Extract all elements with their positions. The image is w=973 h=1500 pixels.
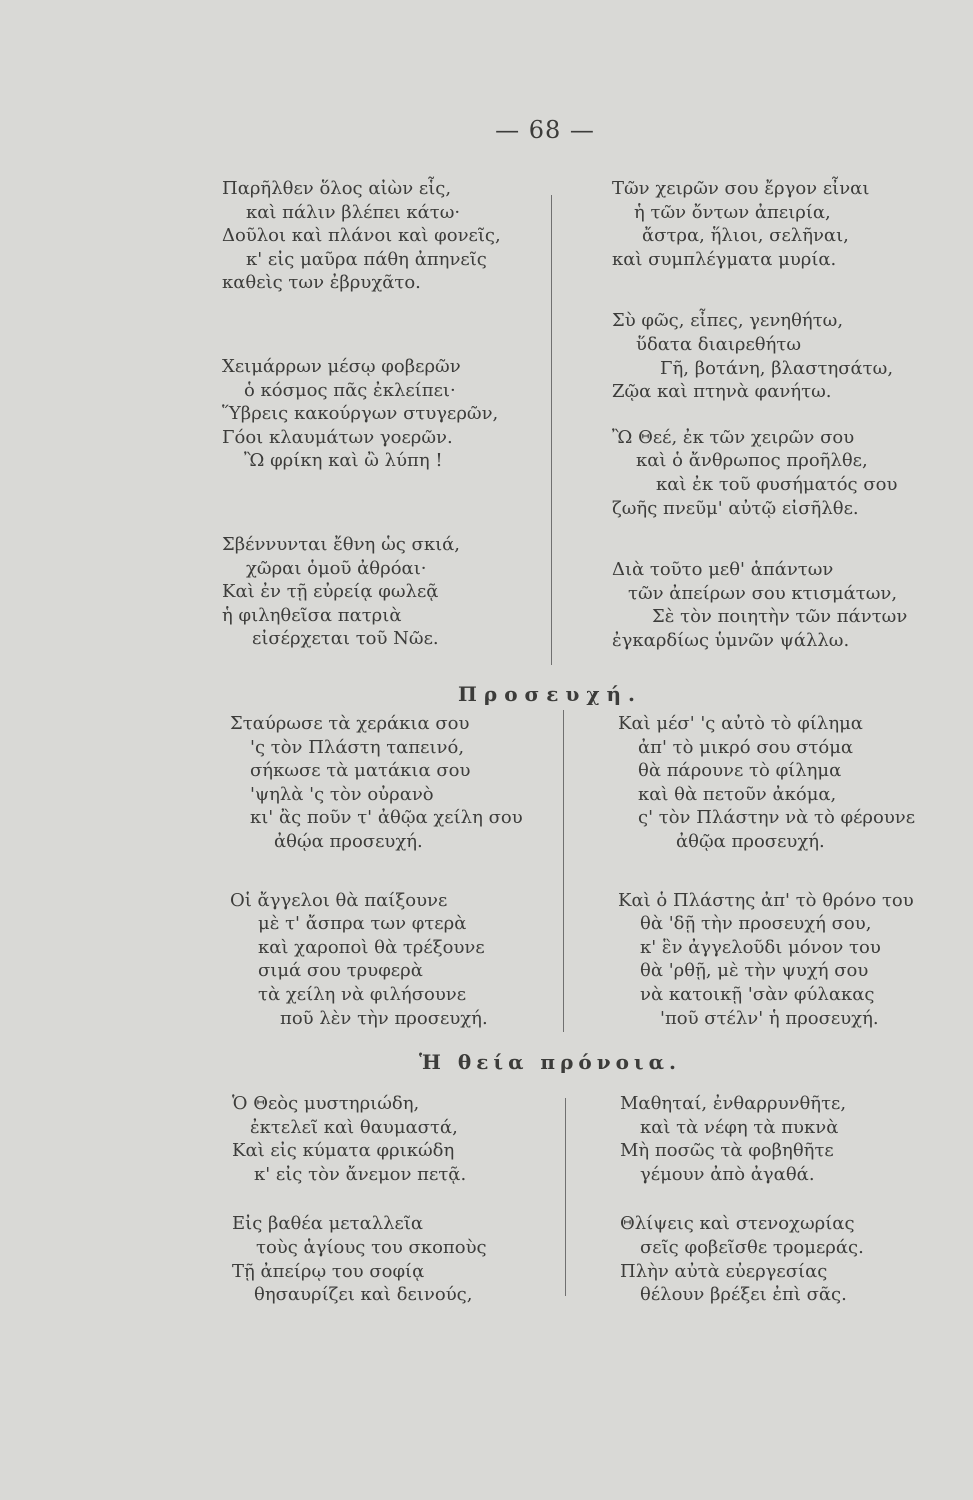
verse-line: νὰ κατοικῇ 'σὰν φύλακας <box>640 983 875 1005</box>
verse-line: τὰ χείλη νὰ φιλήσουνε <box>258 983 467 1005</box>
verse-line: Ζῷα καὶ πτηνὰ φανήτω. <box>612 381 832 403</box>
verse-line: θὰ 'ρθῇ, μὲ τὴν ψυχή σου <box>640 960 869 982</box>
verse-line: θέλουν βρέξει ἐπὶ σᾶς. <box>640 1284 847 1306</box>
stanza <box>612 426 907 520</box>
verse-line: σεῖς φοβεῖσθε τρομεράς. <box>640 1236 864 1258</box>
stanza <box>612 309 907 403</box>
stanza <box>612 177 907 271</box>
verse-line: Καὶ εἰς κύματα φρικώδη <box>232 1140 455 1162</box>
verse-line: Γόοι κλαυμάτων γοερῶν. <box>222 426 453 448</box>
verse-line: ἐκτελεῖ καὶ θαυμαστά, <box>250 1116 458 1138</box>
verse-line: θὰ πάρουνε τὸ φίλημα <box>638 760 842 782</box>
verse-line: Διὰ τοῦτο μεθ' ἁπάντων <box>612 559 834 581</box>
verse-line: ἀθῴα προσευχή. <box>274 830 423 852</box>
stanza <box>222 533 501 651</box>
stanza <box>620 1092 864 1186</box>
verse-line: Θλίψεις καὶ στενοχωρίας <box>620 1213 855 1235</box>
stanza <box>620 1212 864 1306</box>
verse-line: Σὲ τὸν ποιητὴν τῶν πάντων <box>652 606 908 628</box>
stanza <box>618 712 915 854</box>
verse-line: θὰ 'δῇ τὴν προσευχή σου, <box>640 913 872 935</box>
verse-line: καὶ θὰ πετοῦν ἀκόμα, <box>638 783 837 805</box>
stanza <box>222 355 501 473</box>
stanza <box>232 1212 487 1306</box>
verse-line: Χειμάρρων μέσῳ φοβερῶν <box>222 355 461 377</box>
verse-line: 'ς τὸν Πλάστη ταπεινό, <box>250 736 465 758</box>
poem-left-column <box>232 1092 487 1307</box>
verse-line: ς' τὸν Πλάστην νὰ τὸ φέρουνε <box>638 807 916 829</box>
verse-line: κ' εἰς τὸν ἄνεμον πετᾷ. <box>254 1163 467 1185</box>
verse-line: Τῇ ἀπείρῳ του σοφίᾳ <box>232 1260 425 1282</box>
verse-line: κ' ἓν ἀγγελοῦδι μόνον του <box>640 936 881 958</box>
verse-line: ποῦ λὲν τὴν προσευχή. <box>280 1007 488 1029</box>
poem-left-column <box>222 177 501 651</box>
poem-left-column <box>230 712 523 1030</box>
column-divider <box>565 1098 566 1296</box>
verse-line: τοὺς ἁγίους του σκοποὺς <box>256 1236 487 1258</box>
verse-line: κι' ἂς ποῦν τ' ἀθῷα χείλη σου <box>250 807 523 829</box>
verse-line: Σβέννυνται ἔθνη ὡς σκιά, <box>222 533 461 555</box>
poem-right-column <box>620 1092 864 1307</box>
verse-line: καὶ ἐκ τοῦ φυσήματός σου <box>656 473 898 495</box>
stanza <box>222 177 501 295</box>
verse-line: ὁ κόσμος πᾶς ἐκλείπει· <box>244 379 456 401</box>
verse-line: Μαθηταί, ἐνθαρρυνθῆτε, <box>620 1093 847 1114</box>
verse-line: ἀπ' τὸ μικρό σου στόμα <box>638 736 854 758</box>
verse-line: ἄστρα, ἥλιοι, σελῆναι, <box>642 225 849 247</box>
column-divider <box>551 195 552 665</box>
verse-line: Πλὴν αὐτὰ εὐεργεσίας <box>620 1260 828 1282</box>
section-title-divine-providence: Ἡ θεία πρόνοια. <box>419 1050 681 1074</box>
verse-line: μὲ τ' ἄσπρα των φτερὰ <box>258 913 467 935</box>
column-divider <box>563 710 564 1032</box>
verse-line: γέμουν ἀπὸ ἀγαθά. <box>640 1163 815 1185</box>
stanza <box>618 889 915 1031</box>
verse-line: Σταύρωσε τὰ χεράκια σου <box>230 713 470 734</box>
stanza <box>230 889 523 1031</box>
poem-right-column <box>612 177 907 653</box>
section-title-prayer: Προσευχή. <box>458 682 642 706</box>
verse-line: εἰσέρχεται τοῦ Νῶε. <box>252 628 439 650</box>
verse-line: τῶν ἀπείρων σου κτισμάτων, <box>628 582 898 604</box>
stanza <box>232 1092 487 1186</box>
verse-line: καὶ ὁ ἄνθρωπος προῆλθε, <box>636 450 868 472</box>
verse-line: ὕδατα διαιρεθήτω <box>636 333 802 355</box>
verse-line: θησαυρίζει καὶ δεινούς, <box>254 1284 473 1306</box>
verse-line: 'ψηλὰ 'ς τὸν οὐρανὸ <box>250 783 434 805</box>
verse-line: Καὶ ἐν τῇ εὐρείᾳ φωλεᾷ <box>222 581 439 603</box>
poem-right-column <box>618 712 915 1030</box>
verse-line: χῶραι ὁμοῦ ἀθρόαι· <box>246 557 427 579</box>
verse-line: ἀθῷα προσευχή. <box>676 830 825 852</box>
verse-line: Ὢ Θεέ, ἐκ τῶν χειρῶν σου <box>612 426 855 448</box>
verse-line: ζωῆς πνεῦμ' αὐτῷ εἰσῆλθε. <box>612 497 859 519</box>
verse-line: σιμά σου τρυφερὰ <box>258 960 423 982</box>
verse-line: Ὁ Θεὸς μυστηριώδη, <box>232 1093 420 1114</box>
stanza <box>612 558 907 652</box>
verse-line: καὶ συμπλέγματα μυρία. <box>612 248 837 270</box>
verse-line: καὶ χαροποὶ θὰ τρέξουνε <box>258 936 485 958</box>
verse-line: Τῶν χειρῶν σου ἔργον εἶναι <box>612 178 870 199</box>
verse-line: 'ποῦ στέλν' ἡ προσευχή. <box>660 1007 879 1029</box>
verse-line: Καὶ ὁ Πλάστης ἀπ' τὸ θρόνο του <box>618 889 914 911</box>
verse-line: καθεὶς των ἐβρυχᾶτο. <box>222 272 421 294</box>
verse-line: καὶ τὰ νέφη τὰ πυκνὰ <box>640 1116 839 1138</box>
stanza <box>230 712 523 854</box>
verse-line: Σὺ φῶς, εἶπες, γενηθήτω, <box>612 310 844 332</box>
verse-line: κ' εἰς μαῦρα πάθη ἀπηνεῖς <box>246 248 487 270</box>
verse-line: Εἰς βαθέα μεταλλεῖα <box>232 1213 424 1235</box>
verse-line: ἡ τῶν ὄντων ἀπειρία, <box>634 201 831 223</box>
verse-line: Ὕβρεις κακούργων στυγερῶν, <box>222 403 499 425</box>
verse-line: καὶ πάλιν βλέπει κάτω· <box>246 201 461 223</box>
verse-line: ἡ φιληθεῖσα πατριὰ <box>222 604 402 626</box>
page-number: — 68 — <box>495 116 595 144</box>
verse-line: Γῆ, βοτάνη, βλαστησάτω, <box>660 357 894 379</box>
verse-line: Μὴ ποσῶς τὰ φοβηθῆτε <box>620 1140 834 1162</box>
verse-line: Ὢ φρίκη καὶ ὢ λύπη ! <box>244 450 443 472</box>
verse-line: σήκωσε τὰ ματάκια σου <box>250 760 471 782</box>
verse-line: Δοῦλοι καὶ πλάνοι καὶ φονεῖς, <box>222 225 501 247</box>
verse-line: Καὶ μέσ' 'ς αὐτὸ τὸ φίλημα <box>618 713 863 734</box>
verse-line: Οἱ ἄγγελοι θὰ παίξουνε <box>230 889 448 911</box>
verse-line: ἐγκαρδίως ὑμνῶν ψάλλω. <box>612 629 850 651</box>
verse-line: Παρῆλθεν ὅλος αἰὼν εἷς, <box>222 178 452 199</box>
